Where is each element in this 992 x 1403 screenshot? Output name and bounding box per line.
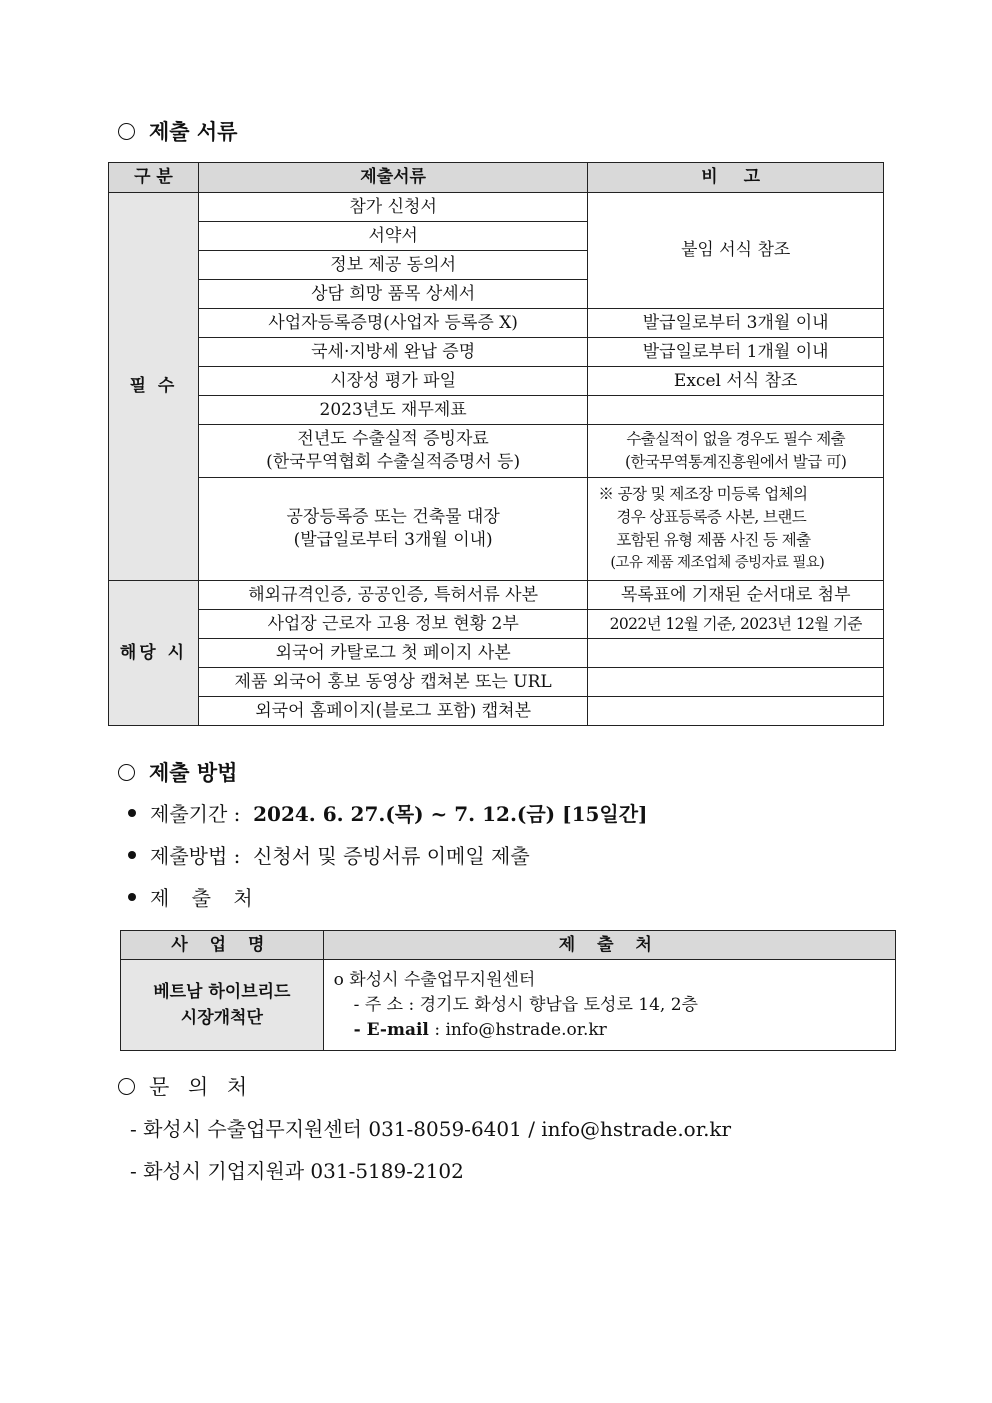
table-row (109, 478, 884, 581)
destination-table (120, 930, 896, 1051)
doc-biz-cert: 사업자등록증명(사업자 등록증 X) (198, 309, 587, 338)
note-video-empty (588, 668, 884, 697)
section-title-method: 제출 방법 (118, 757, 237, 787)
note-forms: 붙임 서식 참조 (588, 193, 884, 309)
submission-destination-label: 제 출 처 (128, 882, 261, 911)
group-optional: 해당 시 (109, 581, 199, 726)
note-market-file: Excel 서식 참조 (588, 367, 884, 396)
note-tax-cert: 발급일로부터 1개월 이내 (588, 338, 884, 367)
project-name: 베트남 하이브리드 시장개척단 (121, 960, 324, 1051)
note-factory: ※ 공장 및 제조장 미등록 업체의 경우 상표등록증 사본, 브랜드 포함된 유형 제품 사진 등 제출 (고유 제품 제조업체 증빙자료 필요) (588, 478, 884, 581)
table-row (121, 960, 896, 1051)
doc-consent: 정보 제공 동의서 (198, 251, 587, 280)
table-row (109, 367, 884, 396)
circle-bullet-icon (118, 764, 135, 781)
group-required: 필 수 (109, 193, 199, 581)
doc-employment: 사업장 근로자 고용 정보 현황 2부 (198, 610, 587, 639)
header-documents: 제출서류 (198, 163, 587, 193)
header-destination: 제 출 처 (323, 931, 895, 960)
doc-factory: 공장등록증 또는 건축물 대장 (발급일로부터 3개월 이내) (198, 478, 587, 581)
destination-info: o 화성시 수출업무지원센터 - 주 소 : 경기도 화성시 향남읍 토성로 14, 2층 - E-mail : info@hstrade.or.kr (323, 960, 895, 1051)
documents-table (108, 162, 884, 726)
submission-method: 제출방법 : 신청서 및 증빙서류 이메일 제출 (128, 840, 530, 869)
table-row (109, 581, 884, 610)
table-row (109, 610, 884, 639)
section-title-documents: 제출 서류 (118, 116, 237, 146)
table-row (109, 697, 884, 726)
doc-application: 참가 신청서 (198, 193, 587, 222)
circle-bullet-icon (118, 1078, 135, 1095)
header-category: 구 분 (109, 163, 199, 193)
table-header-row (121, 931, 896, 960)
circle-bullet-icon (118, 123, 135, 140)
doc-video: 제품 외국어 홍보 동영상 캡쳐본 또는 URL (198, 668, 587, 697)
header-project: 사 업 명 (121, 931, 324, 960)
section-title-contact: 문 의 처 (118, 1071, 253, 1101)
note-certifications: 목록표에 기재된 순서대로 첨부 (588, 581, 884, 610)
note-catalog-empty (588, 639, 884, 668)
doc-product-detail: 상담 희망 품목 상세서 (198, 280, 587, 309)
address-line: - 주 소 : 경기도 화성시 향남읍 토성로 14, 2층 (353, 994, 698, 1015)
note-financial-empty (588, 396, 884, 425)
doc-export: 전년도 수출실적 증빙자료 (한국무역협회 수출실적증명서 등) (198, 425, 587, 478)
table-row (109, 668, 884, 697)
table-row (109, 338, 884, 367)
email-line: - E-mail : info@hstrade.or.kr (353, 1019, 607, 1040)
note-employment: 2022년 12월 기준, 2023년 12월 기준 (588, 610, 884, 639)
doc-market-file: 시장성 평가 파일 (198, 367, 587, 396)
table-header-row (109, 163, 884, 193)
doc-financial: 2023년도 재무제표 (198, 396, 587, 425)
contact-export-center: - 화성시 수출업무지원센터 031-8059-6401 / info@hstrade.or.kr (130, 1117, 732, 1141)
doc-catalog: 외국어 카탈로그 첫 페이지 사본 (198, 639, 587, 668)
doc-pledge: 서약서 (198, 222, 587, 251)
table-row (109, 193, 884, 222)
table-row (109, 425, 884, 478)
note-export: 수출실적이 없을 경우도 필수 제출 (한국무역통계진흥원에서 발급 可) (588, 425, 884, 478)
note-biz-cert: 발급일로부터 3개월 이내 (588, 309, 884, 338)
note-homepage-empty (588, 697, 884, 726)
doc-homepage: 외국어 홈페이지(블로그 포함) 캡쳐본 (198, 697, 587, 726)
table-row (109, 639, 884, 668)
contact-business-support: - 화성시 기업지원과 031-5189-2102 (130, 1159, 464, 1183)
doc-tax-cert: 국세·지방세 완납 증명 (198, 338, 587, 367)
bullet-dot-icon (128, 809, 136, 817)
doc-certifications: 해외규격인증, 공공인증, 특허서류 사본 (198, 581, 587, 610)
bullet-dot-icon (128, 893, 136, 901)
header-remarks: 비 고 (588, 163, 884, 193)
table-row (109, 396, 884, 425)
bullet-dot-icon (128, 851, 136, 859)
submission-period: 제출기간 : 2024. 6. 27.(목) ~ 7. 12.(금) [15일간] (128, 798, 648, 827)
table-row (109, 309, 884, 338)
